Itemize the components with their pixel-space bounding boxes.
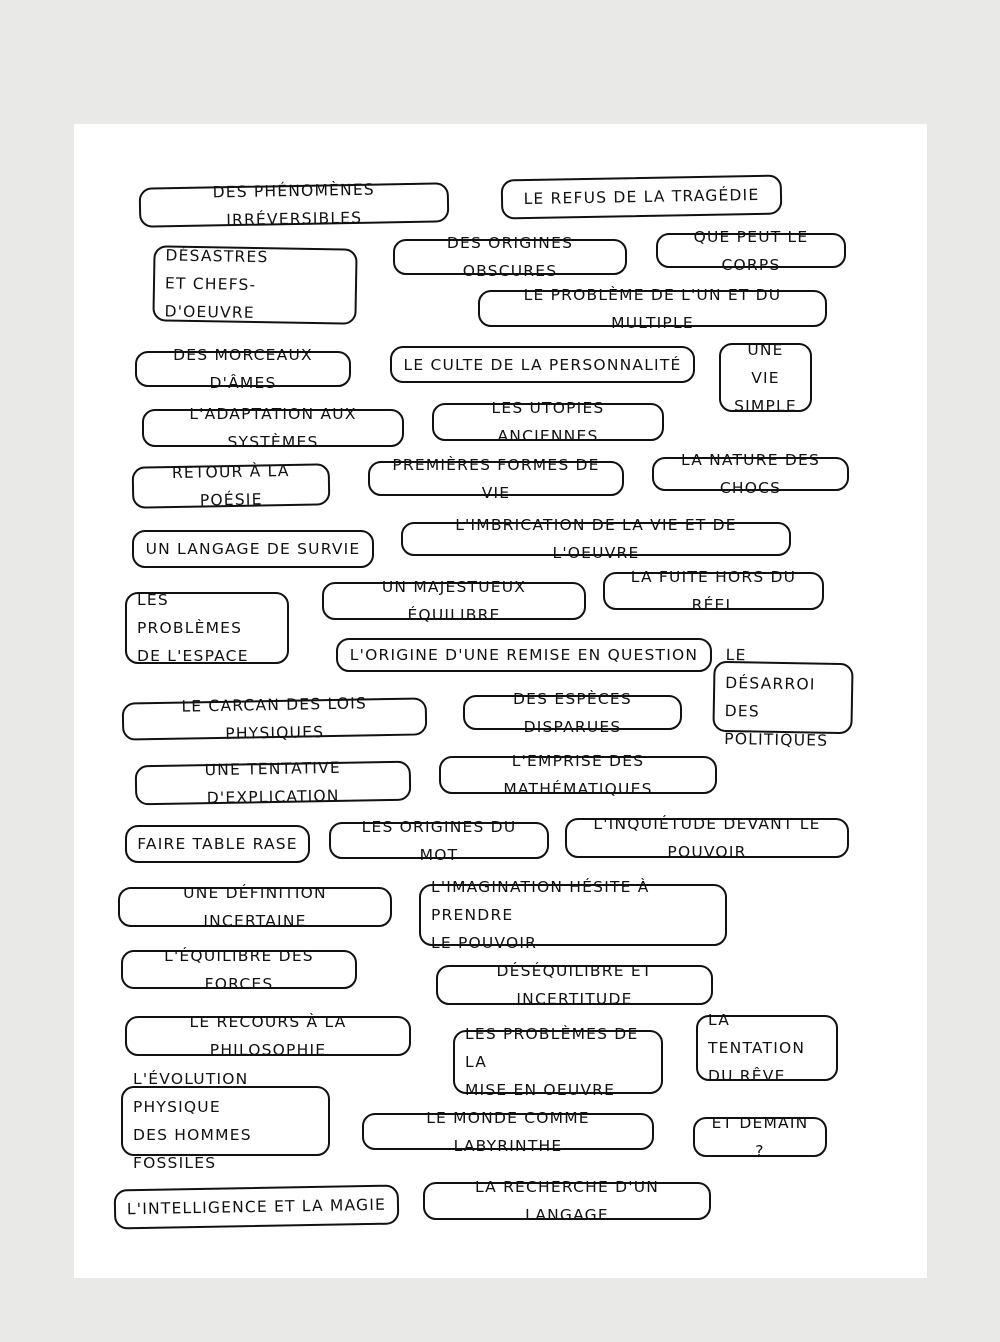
phrase-bubble: DES MORCEAUX D'ÂMES — [135, 351, 351, 387]
phrase-bubble: L'EMPRISE DES MATHÉMATIQUES — [439, 756, 717, 794]
phrase-bubble: ET DEMAIN ? — [693, 1117, 827, 1157]
phrase-bubble: L'IMBRICATION DE LA VIE ET DE L'OEUVRE — [401, 522, 791, 556]
phrase-bubble: UN LANGAGE DE SURVIE — [132, 530, 374, 568]
phrase-bubble: UNE DÉFINITION INCERTAINE — [118, 887, 392, 927]
phrase-bubble: L'ÉQUILIBRE DES FORCES — [121, 950, 357, 989]
phrase-bubble: UNE TENTATIVE D'EXPLICATION — [135, 761, 412, 806]
phrase-bubble: RETOUR À LA POÉSIE — [132, 463, 331, 508]
phrase-bubble: LE PROBLÈME DE L'UN ET DU MULTIPLE — [478, 290, 827, 327]
phrase-bubble: FAIRE TABLE RASE — [125, 825, 310, 863]
phrase-bubble: LE REFUS DE LA TRAGÉDIE — [501, 175, 783, 220]
phrase-bubble: L'ORIGINE D'UNE REMISE EN QUESTION — [336, 638, 712, 672]
phrase-bubble: LES PROBLÈMES DE LA MISE EN OEUVRE — [453, 1030, 663, 1094]
phrase-bubble: DÉSÉQUILIBRE ET INCERTITUDE — [436, 965, 713, 1005]
phrase-bubble: L'INQUIÉTUDE DEVANT LE POUVOIR — [565, 818, 849, 858]
phrase-bubble: LE CULTE DE LA PERSONNALITÉ — [390, 346, 695, 383]
phrase-bubble: DES ESPÈCES DISPARUES — [463, 695, 682, 730]
phrase-bubble: LA TENTATION DU RÊVE — [696, 1015, 838, 1081]
phrase-bubble: L'ÉVOLUTION PHYSIQUE DES HOMMES FOSSILES — [121, 1086, 330, 1156]
phrase-bubble: LA RECHERCHE D'UN LANGAGE — [423, 1182, 711, 1220]
phrase-bubble: UN MAJESTUEUX ÉQUILIBRE — [322, 582, 586, 620]
phrase-bubble: DES PHÉNOMÈNES IRRÉVERSIBLES — [139, 182, 450, 227]
phrase-bubble: DÉSASTRES ET CHEFS-D'OEUVRE — [152, 245, 357, 325]
phrase-bubble: LE MONDE COMME LABYRINTHE — [362, 1113, 654, 1150]
phrase-bubble: LE CARCAN DES LOIS PHYSIQUES — [122, 697, 428, 740]
phrase-bubble: LA NATURE DES CHOCS — [652, 457, 849, 491]
phrase-bubble: L'IMAGINATION HÉSITE À PRENDRE LE POUVOIR — [419, 884, 727, 946]
phrase-bubble: LES UTOPIES ANCIENNES — [432, 403, 664, 441]
phrase-bubble: UNE VIE SIMPLE — [719, 343, 812, 412]
phrase-bubble: LES PROBLÈMES DE L'ESPACE — [125, 592, 289, 664]
phrase-bubble: L'INTELLIGENCE ET LA MAGIE — [114, 1185, 400, 1230]
phrase-bubble: L'ADAPTATION AUX SYSTÈMES — [142, 409, 404, 447]
paper-sheet — [74, 124, 927, 1278]
phrase-bubble: DES ORIGINES OBSCURES — [393, 239, 627, 275]
phrase-bubble: LE DÉSARROI DES POLITIQUES — [712, 661, 853, 734]
phrase-bubble: LA FUITE HORS DU RÉEL — [603, 572, 824, 610]
phrase-bubble: LE RECOURS À LA PHILOSOPHIE — [125, 1016, 411, 1056]
phrase-bubble: QUE PEUT LE CORPS — [656, 233, 846, 268]
phrase-bubble: LES ORIGINES DU MOT — [329, 822, 549, 859]
phrase-bubble: PREMIÈRES FORMES DE VIE — [368, 461, 624, 496]
